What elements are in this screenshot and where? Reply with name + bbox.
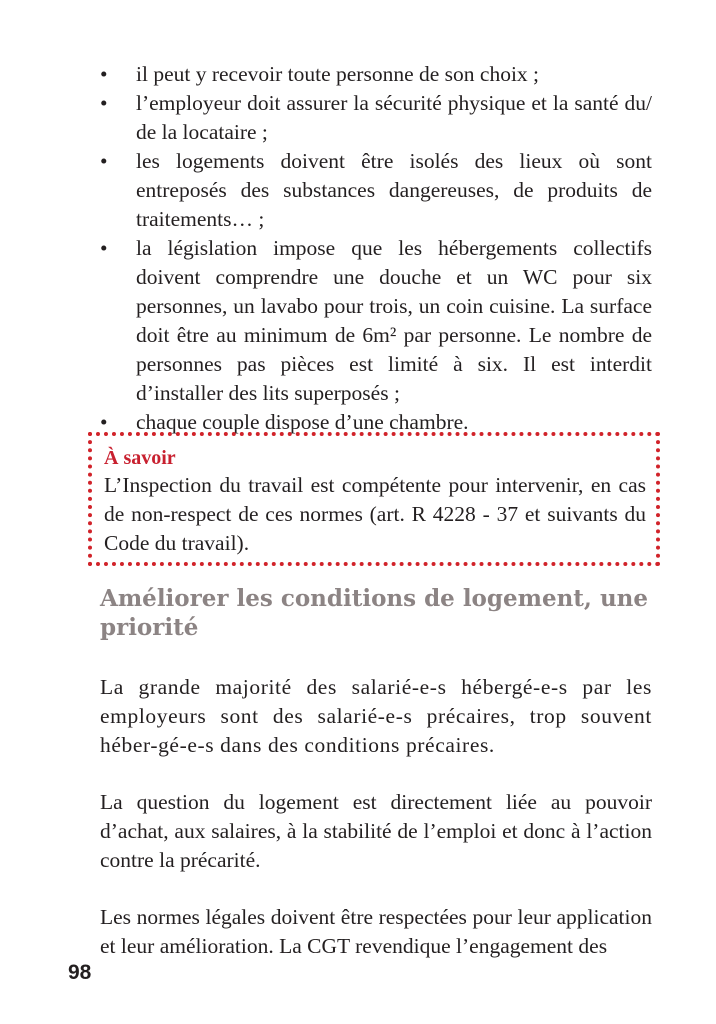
paragraph: La question du logement est directement liée au pouvoir d’achat, aux salaires, à la stabilité de l’emploi et donc à l’action contre la précarité. bbox=[100, 790, 652, 872]
a-savoir-title: À savoir bbox=[104, 447, 176, 469]
paragraph: Les normes légales doivent être respectées pour leur application et leur amélioration. La CGT revendique l’engagement des bbox=[100, 905, 652, 958]
bullet-item: • la législation impose que les hébergements collectifs doivent comprendre une douche et un WC pour six personnes, un lavabo pour trois, un coin cuisine. La surface doit être au minimum de 6m² par personne. Le nombre de personnes pas pièces est limité à six. Il est interdit d’installer des lits superposés ; bbox=[100, 234, 652, 408]
bullet-item: • chaque couple dispose d’une chambre. bbox=[100, 408, 652, 437]
bullet-item: • l’employeur doit assurer la sécurité physique et la santé du/ de la locataire ; bbox=[100, 89, 652, 147]
a-savoir-text: L’Inspection du travail est compétente pour intervenir, en cas de non-respect de ces normes (art. R 4228 - 37 et suivants du Code du travail). bbox=[104, 473, 646, 555]
section-title: Améliorer les conditions de logement, une priorité bbox=[100, 585, 649, 641]
page-number: 98 bbox=[68, 961, 92, 984]
a-savoir-box bbox=[88, 432, 660, 566]
bullet-item: • il peut y recevoir toute personne de son choix ; bbox=[100, 60, 652, 89]
paragraph: La grande majorité des salarié-e-s hébergé-e-s par les employeurs sont des salarié-e-s précaires, trop souvent héber-gé-e-s dans des conditions précaires. bbox=[100, 675, 652, 757]
bullet-list bbox=[100, 60, 652, 437]
bullet-item: • les logements doivent être isolés des lieux où sont entreposés des substances dangereuses, de produits de traitements… ; bbox=[100, 147, 652, 234]
